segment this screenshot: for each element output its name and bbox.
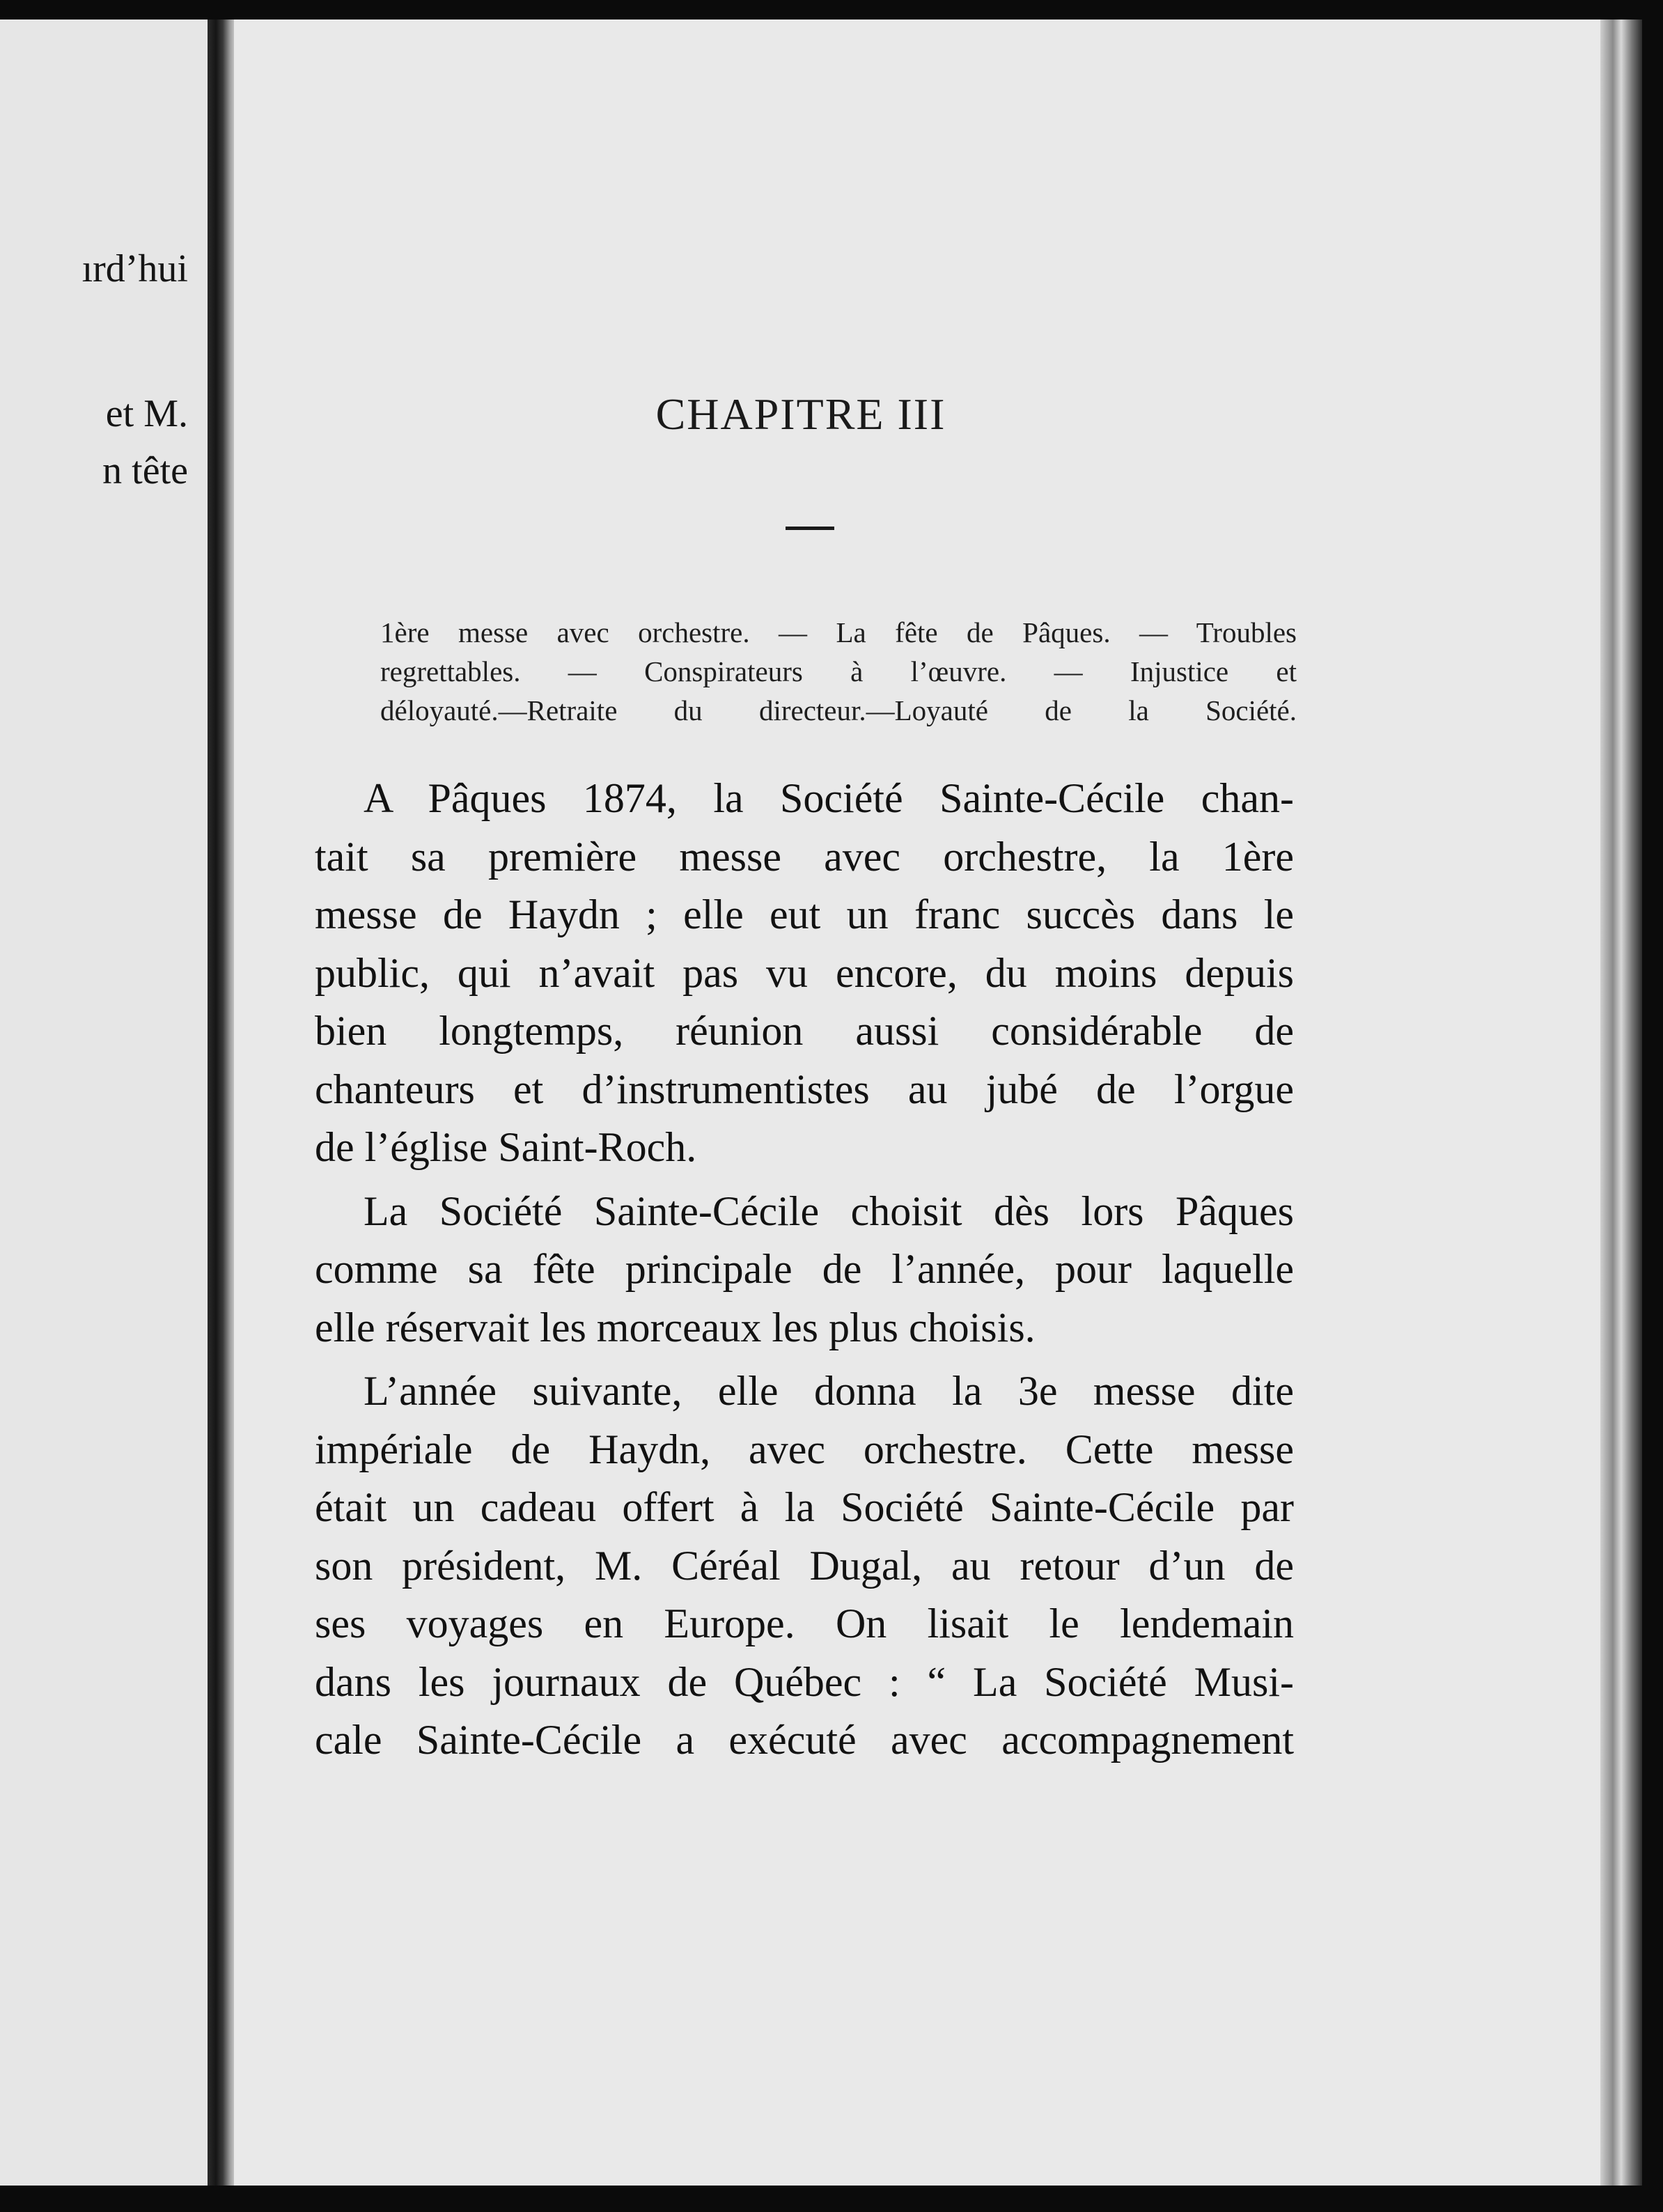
summary-line: regrettables. — Conspirateurs à l’œuvre. — Injustice et bbox=[380, 655, 1297, 687]
paragraph bbox=[315, 770, 1294, 1177]
text-line: L’année suivante, elle donna la 3e messe dite bbox=[364, 1368, 1294, 1414]
body-text bbox=[315, 770, 1294, 1770]
text-line: tait sa première messe avec orchestre, la 1ère bbox=[315, 833, 1294, 880]
text-line: La Société Sainte-Cécile choisit dès lors Pâques bbox=[364, 1187, 1294, 1234]
text-line: bien longtemps, réunion aussi considérable de bbox=[315, 1008, 1294, 1054]
text-line: elle réservait les morceaux les plus choisis. bbox=[315, 1304, 1036, 1350]
text-line: était un cadeau offert à la Société Sainte-Cécile par bbox=[315, 1484, 1294, 1530]
book-gutter bbox=[208, 20, 235, 2186]
left-page-line: et M. bbox=[105, 392, 188, 435]
chapter-title: CHAPITRE III bbox=[655, 389, 946, 439]
summary-line: 1ère messe avec orchestre. — La fête de Pâques. — Troubles bbox=[380, 616, 1297, 648]
summary-line: déloyauté.—Retraite du directeur.—Loyauté de la Société. bbox=[380, 694, 1297, 726]
left-page-line: n tête bbox=[102, 449, 188, 492]
paragraph bbox=[315, 1183, 1294, 1357]
page-edge bbox=[1600, 20, 1642, 2186]
text-line: son président, M. Céréal Dugal, au retour d’un de bbox=[315, 1542, 1294, 1589]
left-page-line: ırd’hui bbox=[81, 247, 188, 290]
chapter-summary bbox=[380, 613, 1297, 730]
text-line: messe de Haydn ; elle eut un franc succès dans le bbox=[315, 891, 1294, 937]
text-line: ses voyages en Europe. On lisait le lendemain bbox=[315, 1600, 1294, 1646]
paragraph bbox=[315, 1362, 1294, 1770]
previous-page-strip bbox=[0, 20, 209, 2186]
text-line: A Pâques 1874, la Société Sainte-Cécile chan- bbox=[364, 775, 1294, 821]
text-line: chanteurs et d’instrumentistes au jubé de l’orgue bbox=[315, 1066, 1294, 1112]
text-line: public, qui n’avait pas vu encore, du moins depuis bbox=[315, 949, 1294, 996]
text-line: de l’église Saint-Roch. bbox=[315, 1124, 697, 1170]
text-line: impériale de Haydn, avec orchestre. Cette messe bbox=[315, 1426, 1294, 1472]
text-line: cale Sainte-Cécile a exécuté avec accompagnement bbox=[315, 1717, 1294, 1763]
text-line: dans les journaux de Québec : “ La Société Musi- bbox=[315, 1658, 1294, 1705]
text-line: comme sa fête principale de l’année, pour laquelle bbox=[315, 1246, 1294, 1292]
chapter-divider bbox=[786, 527, 834, 530]
